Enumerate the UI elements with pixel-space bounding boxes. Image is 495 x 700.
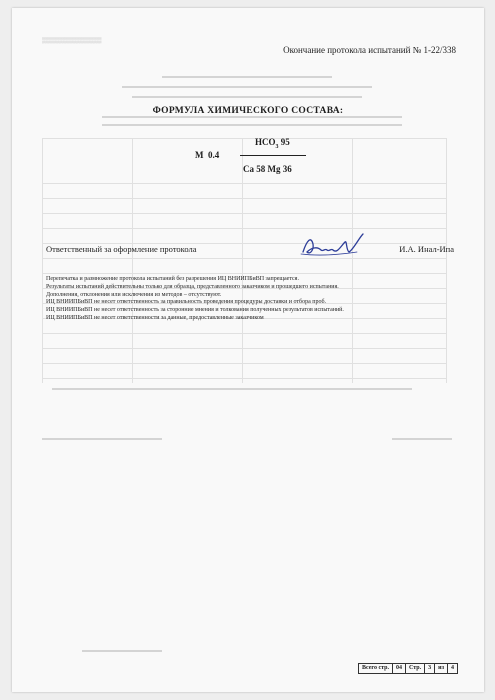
ghost-text: ▒▒▒▒▒▒▒▒▒▒▒▒▒▒ [42, 38, 102, 44]
mineralization-label: М [195, 150, 204, 160]
ghost-line [82, 650, 162, 652]
responsible-label: Ответственный за оформление протокола [46, 244, 197, 254]
page-label: Стр. [406, 664, 425, 673]
anion-subscript: 3 [275, 143, 279, 150]
disclaimer-notes [46, 276, 446, 323]
ghost-line [392, 438, 452, 440]
ghost-line [52, 388, 412, 390]
note-line: Перепечатка и размножение протокола испытаний без разрешения ИЦ ВНИИПБиВП запрещается. [46, 276, 299, 282]
anion-value: 95 [280, 137, 290, 147]
document-page [12, 8, 484, 692]
formula-title: ФОРМУЛА ХИМИЧЕСКОГО СОСТАВА: [152, 106, 344, 116]
mineralization-value: 0.4 [208, 150, 220, 160]
of-value: 4 [451, 665, 454, 671]
of-label: из [435, 664, 448, 673]
total-pages-label: Всего стр. [359, 664, 393, 673]
note-line: ИЦ ВНИИПБиВП не несет ответственность за правильность проведения процедуры доставки и отбора проб. [46, 299, 327, 306]
ghost-line [162, 76, 332, 78]
ghost-line [122, 86, 372, 88]
note-line: Дополнения, отклонения или исключения из методов – отсутствуют. [46, 291, 222, 298]
protocol-end-note: Окончание протокола испытаний № 1-22/338 [283, 45, 456, 55]
anion-symbol: HCO [255, 137, 276, 147]
ghost-line [102, 124, 402, 126]
total-pages-value: 04 [393, 664, 406, 673]
page-number: 3 [425, 664, 435, 673]
signature-image [297, 230, 369, 260]
page-counter-box [358, 663, 458, 674]
note-line: ИЦ ВНИИПБиВП не несет ответственность за сторонние мнения и толкования полученных результатов испытаний. [46, 307, 344, 314]
fraction-bar [240, 155, 306, 156]
ghost-line [42, 438, 162, 440]
ghost-table [42, 138, 447, 383]
ghost-line [102, 116, 402, 118]
ghost-line [132, 96, 362, 98]
responsible-name: И.А. Инал-Ипа [399, 244, 454, 254]
mineralization [195, 150, 219, 160]
cation-line: Ca 58 Mg 36 [243, 164, 292, 174]
note-line: ИЦ ВНИИПБиВП не несет ответственности за данные, предоставленные заказчиком [46, 314, 264, 321]
note-line: Результаты испытаний действительны только для образца, представленного заказчиком и прошедшего испытания. [46, 283, 339, 290]
anion-line [255, 137, 290, 150]
